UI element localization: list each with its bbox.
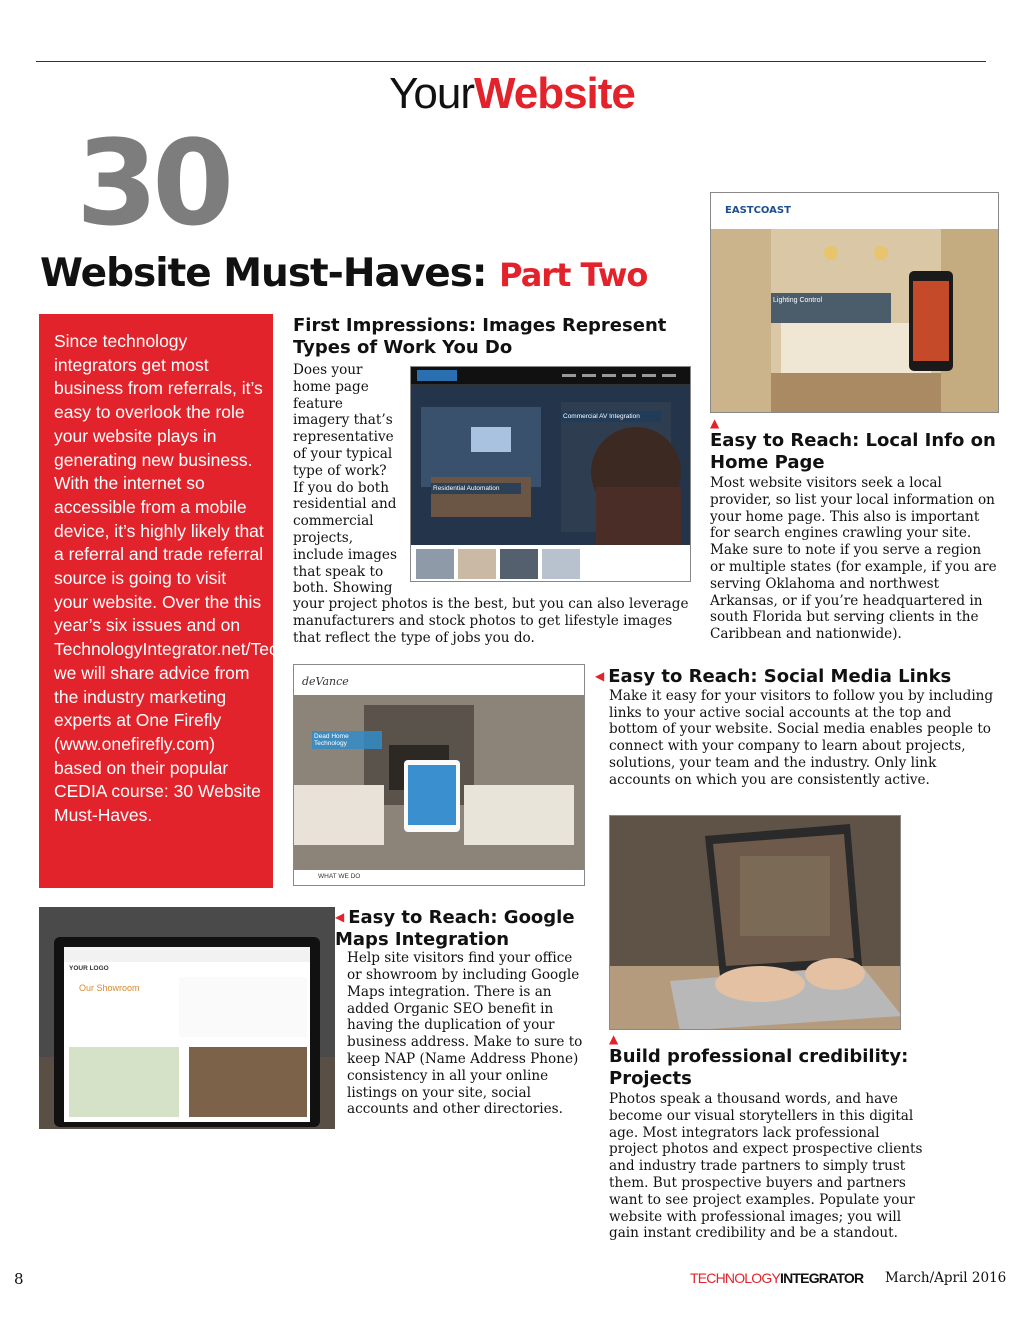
triangle-up-icon: ▲ xyxy=(609,1032,619,1046)
screenshot-scene xyxy=(411,367,691,582)
header-rule xyxy=(36,61,986,62)
article-credibility xyxy=(609,1032,929,1242)
big-number: 30 xyxy=(76,114,229,252)
article-title xyxy=(335,907,587,950)
magazine-logo-technology: TECHNOLOGY xyxy=(690,1270,781,1286)
triangle-left-icon: ◀ xyxy=(595,669,605,684)
article-body-narrow: Does your home page feature imagery that’s representative of your typical type of work? If you do both residential and commercial projects, include images that speak to both. Showing xyxy=(293,362,397,597)
devance-logo: deVance xyxy=(302,675,349,688)
page-number: 8 xyxy=(14,1270,24,1288)
laptop-logo: YOUR LOGO xyxy=(69,965,109,972)
article-social-media xyxy=(595,666,997,789)
screenshot-banner: Commercial AV Integration xyxy=(561,411,661,422)
screenshot-eastcoast xyxy=(710,192,999,413)
article-body: Most website visitors seek a local provider, so list your local information on your home page. This also is important for search engines crawling your site. Make sure to note if you serve a region or multiple states (for example, if you are serving Oklahoma and northwest Arkansas, or if you’re headquartered in south Florida but serving clients in the Caribbean and nationwide). xyxy=(710,475,997,643)
screenshot-laptop-showroom xyxy=(39,907,335,1129)
screenshot-first-impressions xyxy=(410,366,691,582)
intro-text: Since technology integrators get most business from referrals, it’s easy to overlook the role your website plays in generating new business. With the internet so accessible from a mobile device, it’s highly likely that a referral and trade referral source is going to visit your website. Over the this year’s six issues and on TechnologyIntegrator.net/TechConnect, we will share advice from the industry marketing experts at One Firefly (www.onefirefly.com) based on their popular CEDIA course: 30 Website Must-Haves. xyxy=(54,331,358,826)
triangle-left-icon: ◀ xyxy=(335,910,345,925)
article-body: Photos speak a thousand words, and have become our visual storytellers in this digital age. Most integrators lack professional project photos and expect prospective clients and industry trade partners to simply trust them. But prospective buyers and partners want to see project examples. Populate your website with professional images; you will gain instant credibility and be a standout. xyxy=(609,1091,923,1242)
magazine-logo-integrator: INTEGRATOR xyxy=(780,1270,864,1286)
article-local-info xyxy=(710,416,1000,643)
screenshot-laptop-frame xyxy=(39,907,335,1129)
devance-footer: WHAT WE DO xyxy=(318,873,361,880)
triangle-up-icon: ▲ xyxy=(710,416,720,430)
article-title: Easy to Reach: Local Info on Home Page xyxy=(710,430,996,473)
screenshot-laptop-scene xyxy=(610,816,901,1030)
article-first-impressions xyxy=(293,315,691,358)
headline-part: Part Two xyxy=(499,256,648,294)
article-body-wide: your project photos is the best, but you can also leverage manufacturers and stock photos to get lifestyle images that reflect the type of jobs you do. xyxy=(293,596,689,646)
screenshot-livingroom-scene xyxy=(294,665,585,886)
laptop-showroom-label: Our Showroom xyxy=(79,983,140,993)
article-title-text: Easy to Reach: Social Media Links xyxy=(608,666,952,687)
devance-banner: Dead Home Technology xyxy=(312,731,382,749)
screenshot-laptop-hands xyxy=(609,815,901,1030)
article-title: Build professional credibility: Projects xyxy=(609,1046,909,1089)
screenshot-banner-2: Residential Automation xyxy=(431,483,521,494)
article-title-text: Easy to Reach: Google Maps Integration xyxy=(335,907,575,950)
article-title: First Impressions: Images Represent Types of Work You Do xyxy=(293,315,667,358)
section-title-your: Your xyxy=(389,69,474,118)
headline xyxy=(40,250,647,299)
screenshot-kitchen-scene xyxy=(711,193,999,413)
issue-date: March/April 2016 xyxy=(885,1270,1007,1286)
article-body: Help site visitors find your office or showroom by including Google Maps integration. There is an added Organic SEO benefit in having the duplication of your business address. Make to sure to keep NAP (Name Address Phone) consistency in all your online listings on your site, social accounts and other directories. xyxy=(347,950,583,1118)
article-body: Make it easy for your visitors to follow you by including links to your active social accounts at the top and bottom of your website. Social media enables people to connect with your company to learn about projects, solutions, your team and the industry. Only link accounts on which you are consistently active. xyxy=(609,687,994,788)
magazine-logo xyxy=(690,1270,863,1286)
eastcoast-banner: Lighting Control xyxy=(773,297,823,304)
eastcoast-logo: EASTCOAST xyxy=(725,205,791,216)
section-title-website: Website xyxy=(474,69,635,118)
article-google-maps xyxy=(335,907,587,1118)
screenshot-devance xyxy=(293,664,585,886)
headline-main: Website Must-Haves: xyxy=(40,251,487,296)
article-title xyxy=(595,666,997,688)
